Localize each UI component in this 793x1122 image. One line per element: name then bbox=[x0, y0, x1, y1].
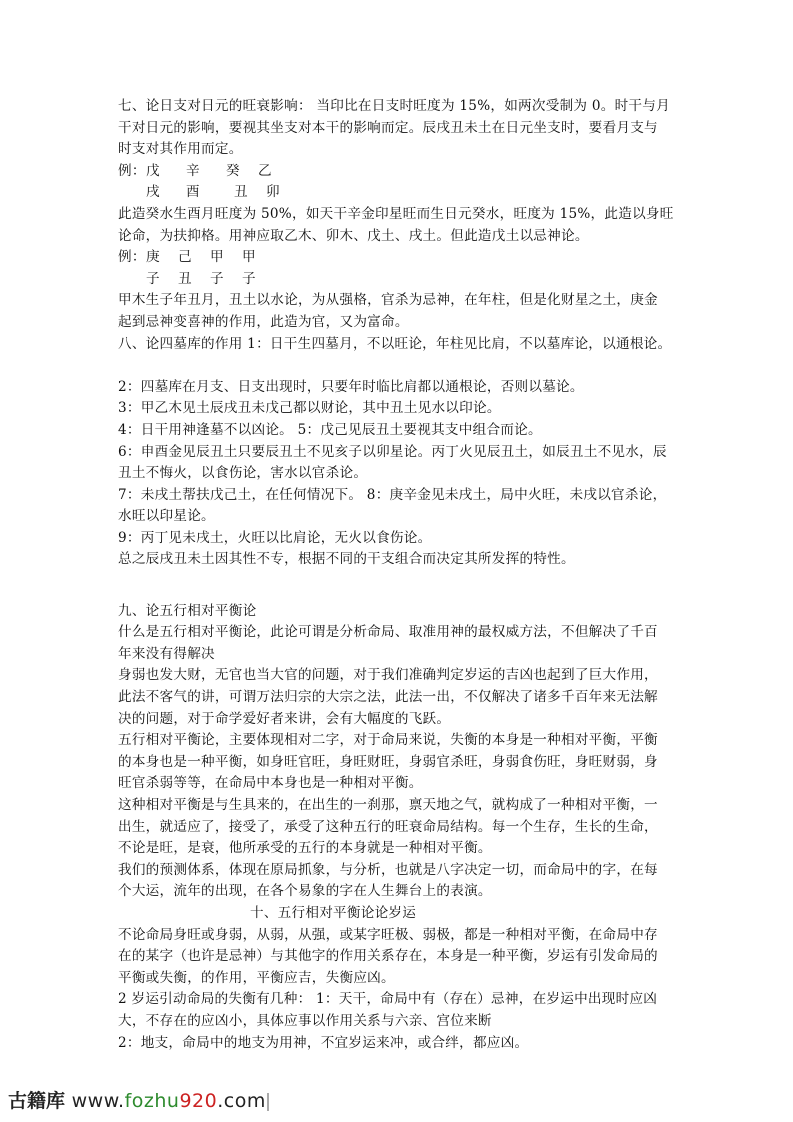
branch: 酉 bbox=[186, 184, 200, 201]
section-8-line: 4：日干用神逢墓不以凶论。 5：戊己见辰丑土要视其支中组合而论。 bbox=[118, 421, 542, 438]
section-10-line: 2 岁运引动命局的失衡有几种： 1：天干，命局中有（存在）忌神，在岁运中出现时应凶 bbox=[118, 991, 658, 1008]
section-9-line: 旺官杀弱等等，在命局中本身也是一种相对平衡。 bbox=[118, 775, 423, 792]
spacer bbox=[118, 355, 683, 377]
section-8-line: 3：甲乙木见土辰戌丑未戊己都以财论，其中丑土见水以印论。 bbox=[118, 400, 501, 417]
section-9-line: 五行相对平衡论，主要体现相对二字，对于命局来说，失衡的本身是一种相对平衡，平衡 bbox=[118, 732, 658, 749]
url-green-part: fozhu bbox=[124, 1090, 180, 1112]
section-9-line: 不论是旺，是衰，他所承受的五行的本身就是一种相对平衡。 bbox=[118, 840, 492, 857]
section-9-line: 什么是五行相对平衡论，此论可谓是分析命局、取准用神的最权威方法，不但解决了千百 bbox=[118, 624, 658, 641]
brand-name: 古籍库 bbox=[8, 1090, 66, 1112]
section-10-line: 2：地支，命局中的地支为用神，不宜岁运来冲，或合绊，都应凶。 bbox=[118, 1034, 529, 1051]
section-7-line-2: 干对日元的影响，要视其坐支对本干的影响而定。辰戌丑未土在日元坐支时，要看月支与 bbox=[118, 119, 658, 136]
section-7-line-3: 时支对其作用而定。 bbox=[118, 141, 243, 158]
section-9-line: 个大运，流年的出现，在各个易象的字在人生舞台上的表演。 bbox=[118, 883, 492, 900]
section-9-line: 身弱也发大财，无官也当大官的问题，对于我们准确判定岁运的吉凶也起到了巨大作用， bbox=[118, 667, 658, 684]
section-8-line: 9：丙丁见未戌土，火旺以比肩论，无火以食伤论。 bbox=[118, 529, 432, 546]
stem: 戊 bbox=[146, 162, 160, 179]
section-9-line: 年来没有得解决 bbox=[118, 645, 215, 662]
section-10-line: 在的某字（也许是忌神）与其他字的作用关系存在，本身是一种平衡，岁运有引发命局的 bbox=[118, 948, 658, 965]
spacer bbox=[118, 593, 683, 601]
site-url[interactable] bbox=[72, 1090, 266, 1112]
stem: 辛 bbox=[186, 162, 200, 179]
example-label: 例： bbox=[118, 249, 146, 266]
section-9-line: 决的问题，对于命学爱好者来讲，会有大幅度的飞跃。 bbox=[118, 710, 451, 727]
example-1-stems bbox=[118, 161, 683, 183]
section-7-line-6: 甲木生子年丑月，丑土以水论，为从强格，官杀为忌神，在年柱，但是化财星之土，庚金 bbox=[118, 292, 658, 309]
section-7-line-4: 此造癸水生酉月旺度为 50%，如天干辛金印星旺而生日元癸水，旺度为 15%，此造以身旺 bbox=[118, 205, 674, 222]
section-9-line: 这种相对平衡是与生具来的，在出生的一刹那，禀天地之气，就构成了一种相对平衡，一 bbox=[118, 797, 658, 813]
section-8-line: 2：四墓库在月支、日支出现时，只要年时临比肩都以通根论，否则以墓论。 bbox=[118, 378, 584, 395]
branch: 子 bbox=[242, 270, 256, 287]
stem: 甲 bbox=[210, 249, 224, 266]
stem: 庚 bbox=[146, 249, 160, 266]
document-page bbox=[118, 96, 683, 1054]
section-10-line: 大，不存在的应凶小，具体应事以作用关系与六亲、宫位来断 bbox=[118, 1012, 492, 1029]
section-8-line: 丑土不悔火，以食伤论，害水以官杀论。 bbox=[118, 465, 368, 482]
section-8-line: 6：申酉金见辰丑土只要辰丑土不见亥子以卯星论。丙丁火见辰丑土，如辰丑土不见水，辰 bbox=[118, 443, 667, 460]
section-9-line: 我们的预测体系，体现在原局抓象，与分析，也就是八字决定一切，而命局中的字，在每 bbox=[118, 861, 658, 878]
branch: 子 bbox=[146, 270, 160, 287]
section-8-line: 水旺以印星论。 bbox=[118, 508, 215, 525]
stem: 己 bbox=[178, 249, 192, 266]
example-1-branches bbox=[118, 182, 683, 204]
section-8-line: 7：未戌土帮扶戊己土，在任何情况下。 8：庚辛金见未戌土，局中火旺，未戌以官杀论， bbox=[118, 486, 667, 503]
section-9-line: 此法不客气的讲，可谓万法归宗的大宗之法，此法一出，不仅解决了诸多千百年来无法解 bbox=[118, 689, 658, 706]
section-8-heading: 八、论四墓库的作用 1：日干生四墓月，不以旺论，年柱见比肩，不以墓库论，以通根论。 bbox=[118, 335, 672, 352]
spacer bbox=[118, 571, 683, 593]
branch: 子 bbox=[210, 270, 224, 287]
section-8-summary: 总之辰戌丑未土因其性不专，根据不同的干支组合而决定其所发挥的特性。 bbox=[118, 551, 575, 568]
branch: 卯 bbox=[266, 184, 280, 201]
watermark-footer bbox=[8, 1086, 269, 1113]
section-9-heading: 九、论五行相对平衡论 bbox=[118, 602, 257, 619]
branch: 丑 bbox=[178, 270, 192, 287]
section-10-heading: 十、五行相对平衡论论岁运 bbox=[250, 904, 417, 921]
stem: 甲 bbox=[242, 249, 256, 266]
example-label: 例： bbox=[118, 162, 146, 179]
section-7-line-5: 论命，为扶抑格。用神应取乙木、卯木、戊土、戌土。但此造戊土以忌神论。 bbox=[118, 227, 589, 244]
url-prefix: www. bbox=[71, 1090, 125, 1112]
text-cursor bbox=[267, 1093, 269, 1111]
example-2-stems bbox=[118, 247, 683, 269]
url-red-part: 920 bbox=[179, 1090, 218, 1112]
section-10-line: 平衡或失衡，的作用，平衡应吉，失衡应凶。 bbox=[118, 969, 395, 986]
branch: 丑 bbox=[234, 184, 248, 201]
section-9-line: 出生，就适应了，接受了，承受了这种五行的旺衰命局结构。每一个生存，生长的生命， bbox=[118, 818, 658, 835]
section-9-line: 的本身也是一种平衡，如身旺官旺，身旺财旺，身弱官杀旺，身弱食伤旺，身旺财弱，身 bbox=[118, 753, 658, 770]
section-7-line-7: 起到忌神变喜神的作用，此造为官，又为富命。 bbox=[118, 313, 409, 330]
stem: 乙 bbox=[258, 162, 272, 179]
section-7-line-1: 七、论日支对日元的旺衰影响： 当印比在日支时旺度为 15%，如两次受制为 0。时干与月 bbox=[118, 98, 670, 114]
stem: 癸 bbox=[226, 162, 240, 179]
section-10-line: 不论命局身旺或身弱，从弱，从强，或某字旺极、弱极，都是一种相对平衡，在命局中存 bbox=[118, 926, 658, 943]
example-2-branches bbox=[118, 269, 683, 291]
branch: 戌 bbox=[146, 184, 160, 201]
url-suffix: .com bbox=[217, 1090, 266, 1112]
